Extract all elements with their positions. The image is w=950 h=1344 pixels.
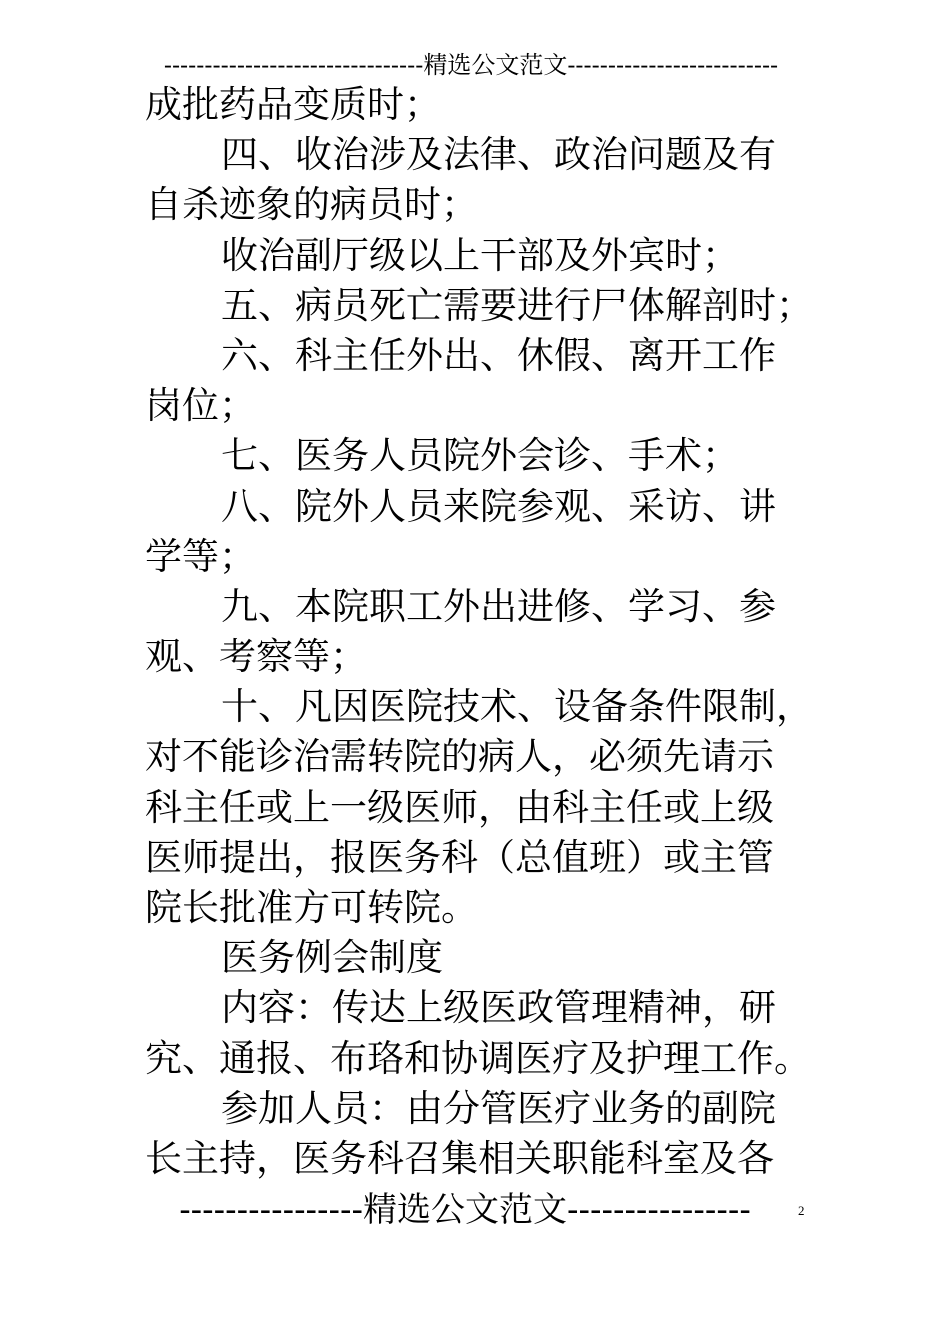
document-body <box>145 80 815 1184</box>
text-line: 四、收治涉及法律、政治问题及有 <box>221 133 776 177</box>
text-line: 五、病员死亡需要进行尸体解剖时； <box>221 283 813 327</box>
page-footer: ----------------精选公文范文---------------- <box>179 1190 751 1230</box>
text-line: 学等； <box>145 534 256 578</box>
text-line: 十、凡因医院技术、设备条件限制， <box>221 685 813 729</box>
text-line: 医务例会制度 <box>221 936 443 980</box>
text-line: 观、考察等； <box>145 635 367 679</box>
text-line: 九、本院职工外出进修、学习、参 <box>221 584 776 628</box>
text-line: 医师提出，报医务科（总值班）或主管 <box>145 835 774 879</box>
text-line: 内容：传达上级医政管理精神，研 <box>221 986 776 1030</box>
page-number: 2 <box>798 1203 805 1218</box>
text-line: 对不能诊治需转院的病人，必须先请示 <box>145 735 774 779</box>
text-line: 八、院外人员来院参观、采访、讲 <box>221 484 776 528</box>
text-line: 收治副厅级以上干部及外宾时； <box>221 233 739 277</box>
text-line: 长主持，医务科召集相关职能科室及各 <box>145 1136 774 1180</box>
text-line: 成批药品变质时； <box>145 83 441 126</box>
text-line: 六、科主任外出、休假、离开工作 <box>221 333 776 377</box>
text-line: 自杀迹象的病员时； <box>145 183 478 227</box>
page-header: --------------------------------精选公文范文-------------------------- <box>163 51 779 79</box>
text-line: 究、通报、布珞和协调医疗及护理工作。 <box>145 1036 811 1080</box>
text-line: 岗位； <box>145 384 256 428</box>
text-line: 科主任或上一级医师，由科主任或上级 <box>145 785 774 829</box>
text-line: 参加人员：由分管医疗业务的副院 <box>221 1086 776 1130</box>
text-line: 院长批准方可转院。 <box>145 886 478 929</box>
text-line: 七、医务人员院外会诊、手术； <box>221 434 739 478</box>
